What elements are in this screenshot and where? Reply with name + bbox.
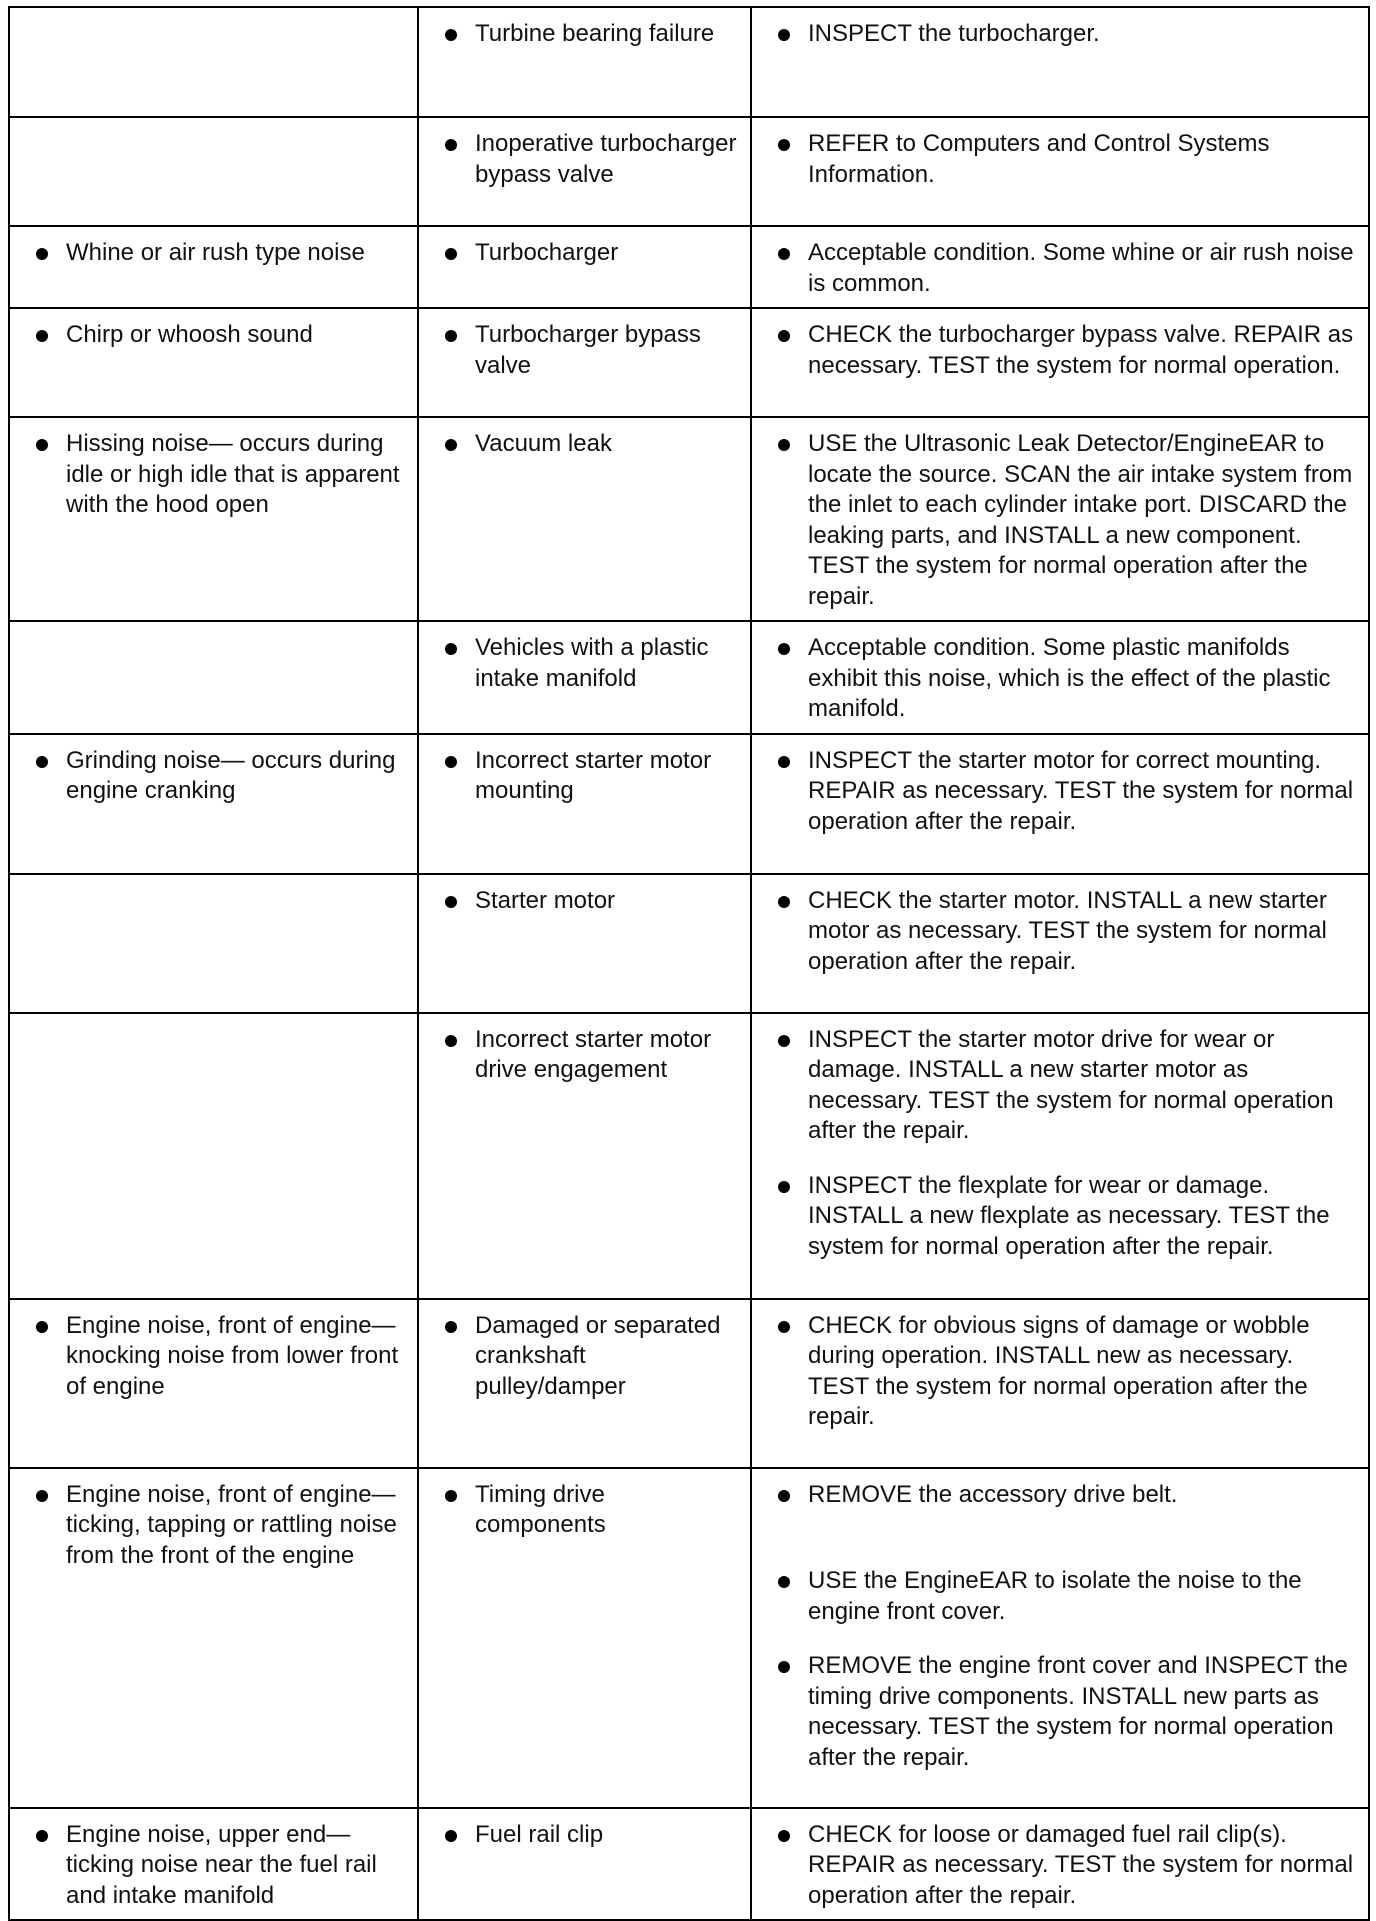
list-item: Acceptable condition. Some plastic manifolds exhibit this noise, which is the effect of the plastic manifold. [752,633,1358,725]
list-item: Engine noise, upper end— ticking noise near the fuel rail and intake manifold [10,1820,407,1912]
list-item: Vacuum leak [419,429,740,460]
list-item: Hissing noise— occurs during idle or high idle that is apparent with the hood open [10,429,407,521]
action-cell [751,226,1369,308]
symptom-cell [9,874,418,1013]
list-item: USE the Ultrasonic Leak Detector/EngineEAR to locate the source. SCAN the air intake system from the inlet to each cylinder intake port. DISCARD the leaking parts, and INSTALL a new component. TEST the system for normal operation after the repair. [752,429,1358,612]
table-row [9,117,1369,226]
cause-cell [418,1808,751,1921]
list-item: CHECK the starter motor. INSTALL a new starter motor as necessary. TEST the system for normal operation after the repair. [752,886,1358,978]
cause-cell [418,117,751,226]
cause-cell [418,621,751,734]
list-item: CHECK for obvious signs of damage or wobble during operation. INSTALL new as necessary. TEST the system for normal operation after the repair. [752,1311,1358,1433]
symptom-cell [9,1013,418,1299]
cause-cell [418,1299,751,1468]
symptom-cell [9,621,418,734]
list-item: Fuel rail clip [419,1820,740,1851]
cause-cell [418,874,751,1013]
table-row [9,417,1369,621]
list-item: Incorrect starter motor drive engagement [419,1025,740,1086]
table-row [9,308,1369,417]
symptom-cell [9,308,418,417]
cause-cell [418,1013,751,1299]
action-cell [751,1299,1369,1468]
list-item: REMOVE the engine front cover and INSPECT the timing drive components. INSTALL new parts as necessary. TEST the system for normal operation after the repair. [752,1651,1358,1773]
list-item: Timing drive components [419,1480,740,1541]
cause-cell [418,1468,751,1808]
action-cell [751,1468,1369,1808]
table-row [9,7,1369,117]
list-item: Turbine bearing failure [419,19,740,50]
table-row [9,1468,1369,1808]
list-item: CHECK for loose or damaged fuel rail clip(s). REPAIR as necessary. TEST the system for normal operation after the repair. [752,1820,1358,1912]
action-cell [751,417,1369,621]
action-cell [751,117,1369,226]
list-item: Acceptable condition. Some whine or air rush noise is common. [752,238,1358,299]
list-item: REFER to Computers and Control Systems Information. [752,129,1358,190]
cause-cell [418,7,751,117]
list-item: Engine noise, front of engine— knocking noise from lower front of engine [10,1311,407,1403]
list-item: INSPECT the turbocharger. [752,19,1358,50]
list-item: Inoperative turbocharger bypass valve [419,129,740,190]
action-cell [751,621,1369,734]
list-item: Whine or air rush type noise [10,238,407,269]
cause-cell [418,417,751,621]
table-row [9,1808,1369,1921]
list-item: Grinding noise— occurs during engine cranking [10,746,407,807]
symptom-cell [9,1468,418,1808]
list-item: INSPECT the starter motor drive for wear or damage. INSTALL a new starter motor as necessary. TEST the system for normal operation after the repair. [752,1025,1358,1147]
cause-cell [418,308,751,417]
symptom-cell [9,7,418,117]
table-row [9,734,1369,874]
table-row [9,874,1369,1013]
list-item: Engine noise, front of engine— ticking, tapping or rattling noise from the front of the engine [10,1480,407,1572]
symptom-cell [9,1808,418,1921]
action-cell [751,308,1369,417]
list-item: INSPECT the starter motor for correct mounting. REPAIR as necessary. TEST the system for normal operation after the repair. [752,746,1358,838]
symptom-cell [9,1299,418,1468]
action-cell [751,874,1369,1013]
list-item: Turbocharger [419,238,740,269]
list-item: Chirp or whoosh sound [10,320,407,351]
symptom-cell [9,417,418,621]
diagnosis-table [8,6,1370,1921]
list-item: REMOVE the accessory drive belt. [752,1480,1358,1511]
symptom-cell [9,117,418,226]
list-item: Incorrect starter motor mounting [419,746,740,807]
cause-cell [418,226,751,308]
symptom-cell [9,226,418,308]
list-item: CHECK the turbocharger bypass valve. REPAIR as necessary. TEST the system for normal operation. [752,320,1358,381]
list-item: Vehicles with a plastic intake manifold [419,633,740,694]
action-cell [751,1808,1369,1921]
symptom-cell [9,734,418,874]
table-row [9,1299,1369,1468]
list-item: INSPECT the flexplate for wear or damage. INSTALL a new flexplate as necessary. TEST the system for normal operation after the repair. [752,1171,1358,1263]
list-item: Damaged or separated crankshaft pulley/damper [419,1311,740,1403]
cause-cell [418,734,751,874]
table-row [9,226,1369,308]
table-row [9,621,1369,734]
list-item: Starter motor [419,886,740,917]
list-item: Turbocharger bypass valve [419,320,740,381]
action-cell [751,1013,1369,1299]
list-item: USE the EngineEAR to isolate the noise to the engine front cover. [752,1566,1358,1627]
action-cell [751,734,1369,874]
table-row [9,1013,1369,1299]
action-cell [751,7,1369,117]
